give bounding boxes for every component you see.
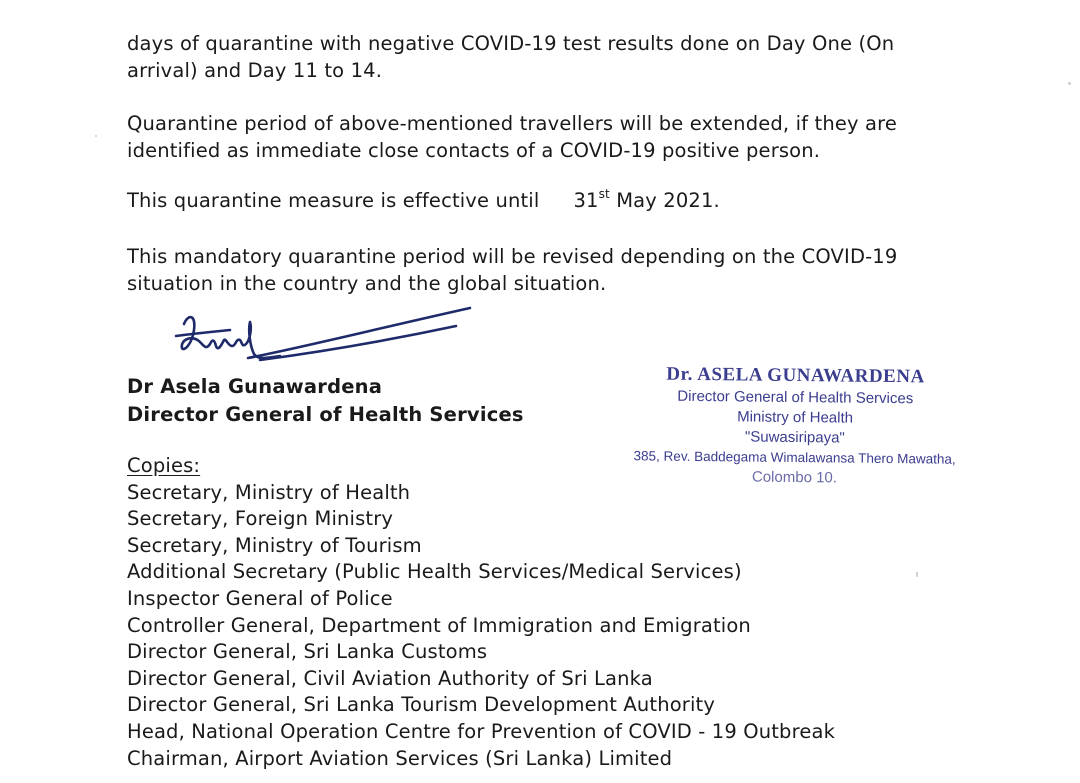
stamp-name: Dr. ASELA GUNAWARDENA [666,363,925,388]
paragraph-line: identified as immediate close contacts of a COVID-19 positive person. [127,139,821,162]
paragraph-line: days of quarantine with negative COVID-19 test results done on Day One (On [127,32,895,55]
signatory-name: Dr Asela Gunawardena [127,375,383,398]
copy-recipient: Director General, Civil Aviation Authority of Sri Lanka [127,666,653,690]
copy-recipient: Secretary, Ministry of Tourism [127,533,422,557]
date-suffix: st [598,187,610,201]
date-rest: May 2021. [609,189,720,212]
paragraph-line: arrival) and Day 11 to 14. [127,59,383,82]
paragraph-line: situation in the country and the global situation. [127,272,607,295]
scan-speck [916,572,918,577]
paragraph-quarantine-days [127,30,1007,84]
copy-recipient: Chairman, Airport Aviation Services (Sri Lanka) Limited [127,746,673,770]
paragraph-revision [127,243,1007,297]
copy-recipient: Controller General, Department of Immigration and Emigration [127,613,751,637]
stamp-ministry: Ministry of Health [737,408,854,427]
scan-speck [95,135,97,137]
copy-recipient: Director General, Sri Lanka Tourism Development Authority [127,693,716,717]
stamp-address: 385, Rev. Baddegama Wimalawansa Thero Mawatha, [633,448,956,467]
copy-recipient: Secretary, Ministry of Health [127,480,411,504]
paragraph-line: Quarantine period of above-mentioned travellers will be extended, if they are [127,112,898,135]
stamp-building: "Suwasiripaya" [744,428,845,447]
paragraph-extension [127,110,1007,164]
signatory-block [127,373,524,429]
copy-recipient: Director General, Sri Lanka Customs [127,640,488,664]
effective-text: This quarantine measure is effective until [127,189,540,212]
copies-heading-text: Copies: [127,454,201,477]
stamp-city: Colombo 10. [751,468,838,487]
copy-recipient: Secretary, Foreign Ministry [127,507,394,531]
signatory-title: Director General of Health Services [127,403,524,426]
copy-recipient: Additional Secretary (Public Health Services/Medical Services) [127,560,742,584]
copy-recipient: Head, National Operation Centre for Prevention of COVID - 19 Outbreak [127,719,836,743]
paragraph-line [127,187,1007,214]
paragraph-effective-date [127,187,1007,214]
effective-date [573,187,719,214]
date-day: 31 [573,189,599,212]
copies-heading [127,453,835,480]
stamp-title: Director General of Health Services [677,387,914,408]
paragraph-line: This mandatory quarantine period will be revised depending on the COVID-19 [127,245,898,268]
copy-recipient: Inspector General of Police [127,586,393,610]
copies-list [127,453,835,772]
scan-speck [1068,82,1071,85]
